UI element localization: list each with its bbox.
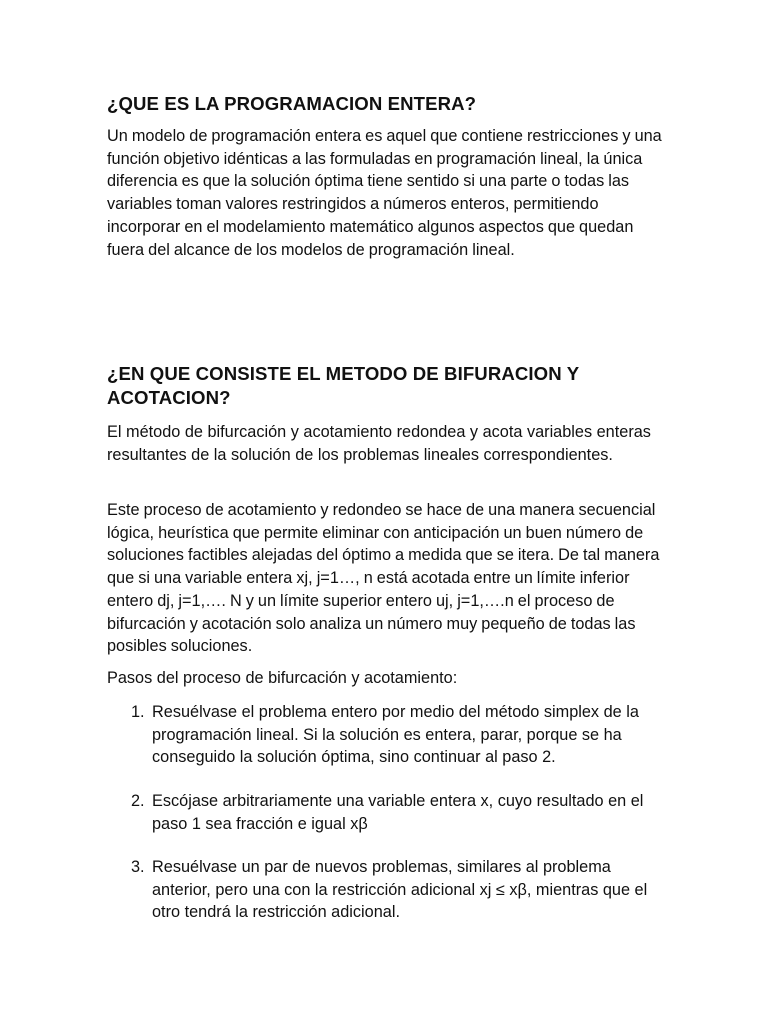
list-item-number: 1. [131, 703, 145, 721]
paragraph-proceso: Este proceso de acotamiento y redondeo se hace de una manera secuencial lógica, heurística que permite eliminar con anticipación un buen número de soluciones factibles alejadas del óptimo a medida que se itera. De tal manera que si una variable entera xj, j=1…, n está acotada entre un límite inferior entero dj, j=1,…. N y un límite superior entero uj, j=1,….n el proceso de bifurcación y acotación solo analiza un número muy pequeño de todas las posibles soluciones. [107, 501, 660, 656]
paragraph-definicion: Un modelo de programación entera es aquel que contiene restricciones y una función objetivo idénticas a las formuladas en programación lineal, la única diferencia es que la solución óptima tiene sentido si una parte o todas las variables toman valores restringidos a números enteros, permitiendo incorporar en el modelamiento matemático algunos aspectos que quedan fuera del alcance de los modelos de programación lineal. [107, 127, 662, 259]
list-item-number: 2. [131, 792, 145, 810]
list-item-text: Escójase arbitrariamente una variable entera x, cuyo resultado en el paso 1 sea fracción e igual xβ [152, 792, 644, 833]
heading-programacion-entera: ¿QUE ES LA PROGRAMACION ENTERA? [107, 93, 477, 114]
steps-intro: Pasos del proceso de bifurcación y acotamiento: [107, 669, 458, 687]
list-item-text: Resuélvase el problema entero por medio del método simplex de la programación lineal. Si la solución es entera, parar, porque se ha conseguido la solución óptima, sino continuar al paso 2. [152, 703, 639, 767]
list-item-number: 3. [131, 858, 145, 876]
heading-bifurcacion-acotacion: ¿EN QUE CONSISTE EL METODO DE BIFURACION Y ACOTACION? [107, 363, 579, 408]
list-item-text: Resuélvase un par de nuevos problemas, similares al problema anterior, pero una con la restricción adicional xj ≤ xβ, mientras que el otro tendrá la restricción adicional. [152, 858, 648, 922]
paragraph-metodo-intro: El método de bifurcación y acotamiento redondea y acota variables enteras resultantes de la solución de los problemas lineales correspondientes. [107, 423, 651, 464]
